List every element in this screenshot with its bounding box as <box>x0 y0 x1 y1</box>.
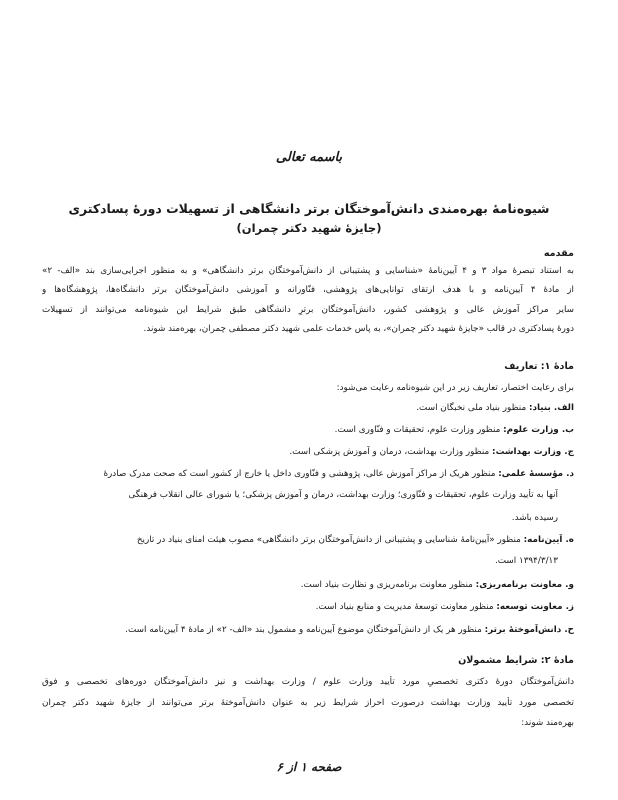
definition-item <box>42 468 574 480</box>
document-subtitle: (جایزهٔ شهید دکتر چمران) <box>236 221 382 235</box>
definition-term: ح. دانش‌آموختهٔ برتر: <box>484 625 574 635</box>
definition-term: ج. وزارت بهداشت: <box>492 447 574 457</box>
document-title: شیوه‌نامهٔ بهره‌مندی دانش‌آموختگان برتر دانشگاهی از تسهیلات دورهٔ پسادکتری <box>68 201 550 216</box>
definition-continuation <box>42 512 558 524</box>
definition-item <box>42 601 574 613</box>
article2-heading: مادهٔ ۲: شرایط مشمولان <box>458 655 574 666</box>
definition-text: منظور «آیین‌نامهٔ شناسایی و پشتیبانی از دانش‌آموختگان برتر دانشگاهی» مصوب هیئت امنای بنیاد در تاریخ <box>136 535 524 545</box>
definition-text: منظور وزارت بهداشت، درمان و آموزش پزشکی است. <box>289 447 493 457</box>
intro-line-2: از مادهٔ ۴ آیین‌نامه و با هدف ارتقای توانایی‌های پژوهشی، فنّاورانه و آموزشی دانش‌آموختگان برتر دانشگاه‌ها، پژوهشگاه‌ها و <box>42 285 574 295</box>
definition-text: ۱۳۹۴/۳/۱۳ است. <box>494 556 558 566</box>
definition-term: ب. وزارت علوم: <box>503 425 574 435</box>
definition-item <box>42 624 574 636</box>
definition-text: آنها به تأیید وزارت علوم، تحقیقات و فنّاوری؛ وزارت بهداشت، درمان و آموزش پزشکی؛ یا شورای عالی انقلاب فرهنگی <box>128 490 558 500</box>
definition-continuation <box>42 555 558 567</box>
page-number: صفحه ۱ از ۶ <box>276 760 342 774</box>
definition-continuation <box>42 489 558 501</box>
article2-line-1: دانش‌آموختگان دورهٔ دکتری تخصصیِ مورد تأیید وزارت علوم / وزارت بهداشت و نیز دانش‌آموختگان دوره‌های تخصصی و فوق <box>42 677 574 687</box>
definition-item <box>42 424 574 436</box>
intro-line-1: به استناد تبصرهٔ مواد ۳ و ۴ آیین‌نامهٔ «شناسایی و پشتیبانی از دانش‌آموختگان برتر دانشگاهی» و به منظور اجرایی‌سازی بند «الف- ۲» <box>42 266 574 276</box>
article1-heading: مادهٔ ۱: تعاریف <box>504 361 574 372</box>
definition-term: د. مؤسسهٔ علمی: <box>498 469 574 479</box>
definition-term: ز. معاونت توسعه: <box>496 602 574 612</box>
definition-term: الف. بنیاد: <box>528 403 574 413</box>
definition-text: منظور معاونت توسعهٔ مدیریت و منابع بنیاد است. <box>315 602 497 612</box>
definition-item <box>42 534 574 546</box>
intro-line-3: سایر مراکز آموزش عالی و پژوهشی کشور، دانش‌آموختگان برترِ دانشگاهی طبق شرایط این شیوه‌نامه می‌توانند از تسهیلات <box>42 305 574 315</box>
definition-text: منظور هریک از مراکز آموزش عالی، پژوهشی و فنّاوری داخل یا خارج از کشور است که صحت مدرک صادرهٔ <box>103 469 499 479</box>
definition-item <box>42 402 574 414</box>
definition-term: ه. آیین‌نامه: <box>523 535 574 545</box>
definition-item <box>42 446 574 458</box>
definition-text: منظور معاونت برنامه‌ریزی و نظارت بنیاد است. <box>300 580 476 590</box>
article2-line-3: بهره‌مند شوند: <box>521 718 574 728</box>
definition-term: و. معاونت برنامه‌ریزی: <box>475 580 574 590</box>
article2-line-2: تخصصی مورد تأیید وزارت بهداشت درصورت احراز شرایط زیر به عنوان دانش‌آموختهٔ برتر می‌توانند از جایزهٔ شهید دکتر چمران <box>42 698 574 708</box>
definition-text: منظور وزارت علوم، تحقیقات و فنّاوری است. <box>334 425 504 435</box>
definition-text: منظور بنیاد ملی نخبگان است. <box>416 403 529 413</box>
definition-text: منظور هر یک از دانش‌آموختگان موضوع آیین‌نامه و مشمول بند «الف- ۲» از مادهٔ ۴ آیین‌نامه است. <box>125 625 485 635</box>
basmala: باسمه تعالی <box>275 150 343 165</box>
intro-heading: مقدمه <box>543 248 574 259</box>
intro-line-4: دورهٔ پسادکتری در قالب «جایزهٔ شهید دکتر چمران»، به پاس خدمات علمی شهید دکتر مصطفی چمران، بهره‌مند شوند. <box>143 324 574 334</box>
article1-intro: برای رعایت اختصار، تعاریف زیر در این شیوه‌نامه رعایت می‌شود: <box>336 383 574 393</box>
definition-item <box>42 579 574 591</box>
definition-text: رسیده باشد. <box>511 513 558 523</box>
